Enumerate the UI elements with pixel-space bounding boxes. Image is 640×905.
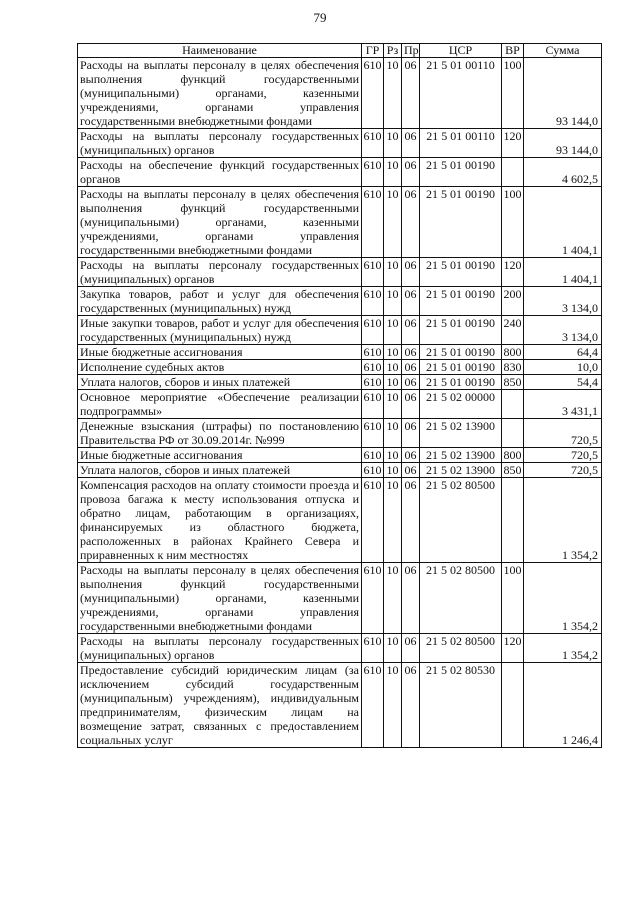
row-csr: 21 5 01 00190 [420,375,502,390]
row-sum: 1 354,2 [524,563,602,634]
row-vr: 120 [502,634,524,663]
header-rz: Рз [384,44,402,58]
row-vr: 100 [502,58,524,129]
row-rz: 10 [384,663,402,748]
budget-table [77,43,602,748]
row-sum: 54,4 [524,375,602,390]
row-csr: 21 5 01 00190 [420,158,502,187]
header-gr: ГР [362,44,384,58]
table-row [78,663,602,748]
table-row [78,448,602,463]
row-gr: 610 [362,58,384,129]
row-vr: 850 [503,375,522,389]
table-row [78,158,602,187]
row-name: Расходы на выплаты персоналу государственных (муниципальных) органов [78,129,362,158]
row-pr: 06 [402,58,420,129]
row-csr: 21 5 02 80530 [420,663,502,748]
row-rz: 10 [384,375,402,390]
row-pr: 06 [402,287,420,316]
row-csr: 21 5 01 00190 [420,187,502,258]
row-vr [502,478,524,563]
row-pr: 06 [402,563,420,634]
table-row [78,563,602,634]
row-gr: 610 [362,634,384,663]
row-vr [502,419,524,448]
row-sum: 4 602,5 [524,158,602,187]
row-gr: 610 [362,187,384,258]
row-vr [502,158,524,187]
header-name: Наименование [78,44,362,58]
row-sum: 1 404,1 [524,187,602,258]
row-name: Расходы на выплаты персоналу государственных (муниципальных) органов [78,258,362,287]
row-name: Уплата налогов, сборов и иных платежей [78,375,362,390]
table-row [78,419,602,448]
row-rz: 10 [384,390,402,419]
row-rz: 10 [384,316,402,345]
row-pr: 06 [402,316,420,345]
row-csr: 21 5 01 00110 [420,129,502,158]
header-csr: ЦСР [420,44,502,58]
page-number: 79 [313,10,327,25]
row-sum: 3 431,1 [524,390,602,419]
table-row [78,58,602,129]
row-rz: 10 [384,419,402,448]
row-sum: 1 246,4 [524,663,602,748]
row-vr [502,663,524,748]
row-name: Иные закупки товаров, работ и услуг для обеспечения государственных (муниципальных) нужд [78,316,362,345]
row-vr: 120 [502,129,524,158]
row-rz: 10 [384,345,402,360]
row-csr: 21 5 02 80500 [420,478,502,563]
row-rz: 10 [384,563,402,634]
row-vr: 200 [502,287,524,316]
table-row [78,634,602,663]
row-sum: 1 354,2 [524,634,602,663]
row-name: Основное мероприятие «Обеспечение реализации подпрограммы» [78,390,362,419]
row-gr: 610 [362,563,384,634]
row-sum: 720,5 [524,463,602,478]
row-vr: 800 [503,345,522,359]
table-row [78,316,602,345]
row-sum: 64,4 [524,345,602,360]
row-pr: 06 [402,158,420,187]
row-name: Расходы на выплаты персоналу в целях обеспечения выполнения функций государственными (муниципальными) органами, казенными учреждениями, органами управления государственными внебюджетными фондами [78,58,362,129]
row-gr: 610 [362,258,384,287]
row-gr: 610 [362,419,384,448]
row-csr: 21 5 02 00000 [420,390,502,419]
row-pr: 06 [402,345,420,360]
header-pr: Пр [402,44,420,58]
row-name: Иные бюджетные ассигнования [78,345,362,360]
row-name: Уплата налогов, сборов и иных платежей [78,463,362,478]
row-pr: 06 [402,375,420,390]
row-sum: 720,5 [524,419,602,448]
row-gr: 610 [363,345,382,359]
row-name: Исполнение судебных актов [78,360,362,375]
row-sum: 720,5 [524,448,602,463]
row-rz: 10 [384,158,402,187]
row-vr: 100 [502,563,524,634]
row-csr: 21 5 02 80500 [420,563,502,634]
row-pr: 06 [402,463,420,478]
row-name: Расходы на обеспечение функций государственных органов [78,158,362,187]
table-row [78,287,602,316]
row-pr: 06 [402,448,420,463]
row-vr: 120 [502,258,524,287]
row-csr: 21 5 01 00110 [420,58,502,129]
row-name: Расходы на выплаты персоналу государственных (муниципальных) органов [78,634,362,663]
row-pr: 06 [402,478,420,563]
row-gr: 610 [362,316,384,345]
row-rz: 10 [384,129,402,158]
row-csr: 21 5 01 00190 [420,345,502,360]
row-rz: 10 [384,360,402,375]
row-sum: 93 144,0 [524,58,602,129]
row-pr: 06 [402,187,420,258]
row-rz: 10 [384,258,402,287]
row-gr: 610 [362,158,384,187]
row-rz: 10 [384,478,402,563]
row-sum: 10,0 [524,360,602,375]
row-name: Денежные взыскания (штрафы) по постановлению Правительства РФ от 30.09.2014г. №999 [78,419,362,448]
row-vr: 850 [503,463,522,477]
row-pr: 06 [402,419,420,448]
row-gr: 610 [362,478,384,563]
row-vr: 830 [503,360,522,374]
row-gr: 610 [362,390,384,419]
row-gr: 610 [363,463,382,477]
row-pr: 06 [402,663,420,748]
row-gr: 610 [363,448,382,462]
row-name: Компенсация расходов на оплату стоимости проезда и провоза багажа к месту использования отпуска и обратно лицам, работающим в организациях, финансируемых из областного бюджета, расположенных в районах Крайнего Севера и приравненных к ним местностях [78,478,362,563]
row-name: Расходы на выплаты персоналу в целях обеспечения выполнения функций государственными (муниципальными) органами, казенными учреждениями, органами управления государственными внебюджетными фондами [78,187,362,258]
row-rz: 10 [384,634,402,663]
row-name: Предоставление субсидий юридическим лицам (за исключением субсидий государственным (муниципальным) учреждениям), индивидуальным предпринимателям, физическим лицам на возмещение затрат, связанных с предоставлением социальных услуг [78,663,362,748]
row-csr: 21 5 01 00190 [420,287,502,316]
row-vr: 800 [503,448,522,462]
row-gr: 610 [363,375,382,389]
row-sum: 3 134,0 [524,287,602,316]
row-csr: 21 5 01 00190 [420,360,502,375]
row-csr: 21 5 02 13900 [420,448,502,463]
row-pr: 06 [402,129,420,158]
table-row [78,187,602,258]
row-vr: 240 [502,316,524,345]
table-row [78,129,602,158]
table-header-row [78,44,602,58]
row-rz: 10 [384,287,402,316]
row-sum: 1 354,2 [524,478,602,563]
row-sum: 93 144,0 [524,129,602,158]
table-row [78,375,602,390]
row-name: Расходы на выплаты персоналу в целях обеспечения выполнения функций государственными (муниципальными) органами, казенными учреждениями, органами управления государственными внебюджетными фондами [78,563,362,634]
table-row [78,478,602,563]
row-vr: 100 [502,187,524,258]
table-row [78,258,602,287]
row-csr: 21 5 02 13900 [420,419,502,448]
row-pr: 06 [402,360,420,375]
row-csr: 21 5 02 80500 [420,634,502,663]
row-csr: 21 5 02 13900 [420,463,502,478]
table-row [78,463,602,478]
row-pr: 06 [402,390,420,419]
row-gr: 610 [362,287,384,316]
row-csr: 21 5 01 00190 [420,316,502,345]
row-name: Иные бюджетные ассигнования [78,448,362,463]
header-sum: Сумма [524,44,602,58]
table-row [78,360,602,375]
row-pr: 06 [402,634,420,663]
row-gr: 610 [362,129,384,158]
row-rz: 10 [384,58,402,129]
header-vr: ВР [502,44,524,58]
row-vr [502,390,524,419]
row-rz: 10 [384,463,402,478]
row-pr: 06 [402,258,420,287]
row-rz: 10 [384,448,402,463]
row-name: Закупка товаров, работ и услуг для обеспечения государственных (муниципальных) нужд [78,287,362,316]
row-rz: 10 [384,187,402,258]
row-sum: 1 404,1 [524,258,602,287]
row-sum: 3 134,0 [524,316,602,345]
table-row [78,390,602,419]
row-gr: 610 [362,663,384,748]
row-csr: 21 5 01 00190 [420,258,502,287]
row-gr: 610 [363,360,382,374]
table-row [78,345,602,360]
